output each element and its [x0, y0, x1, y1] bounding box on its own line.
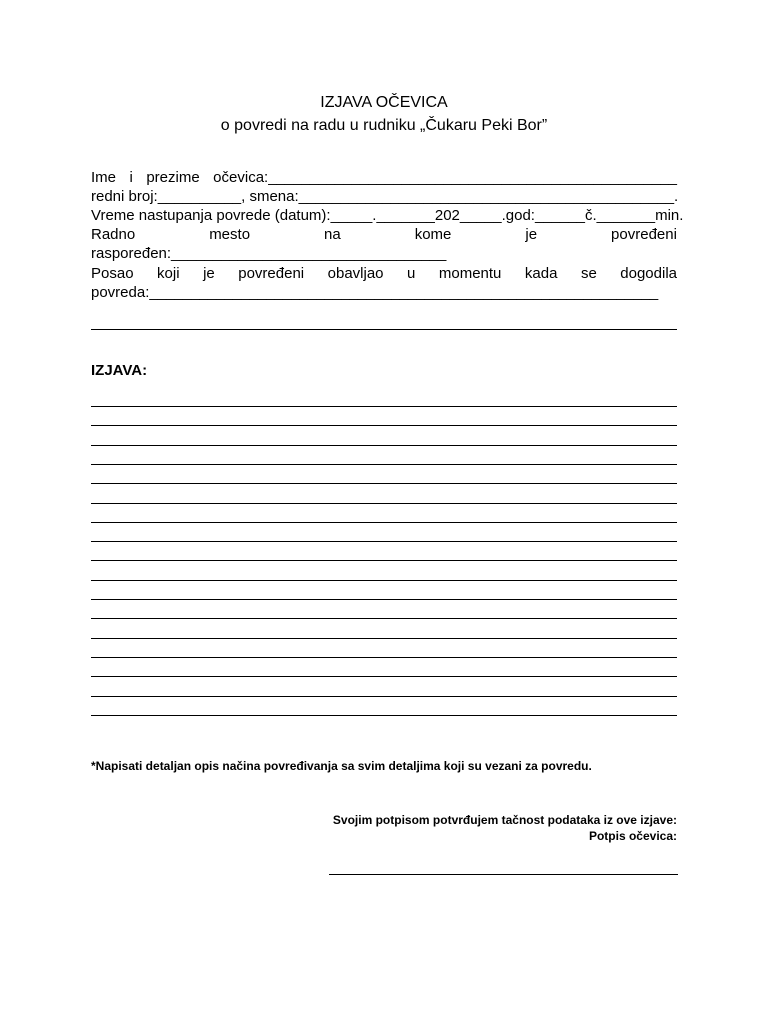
statement-line[interactable] [91, 541, 677, 542]
word: prezime [146, 169, 200, 186]
statement-line[interactable] [91, 464, 677, 465]
word: obavljao [327, 265, 384, 282]
statement-line[interactable] [91, 638, 677, 639]
word: momentu [438, 265, 502, 282]
statement-line[interactable] [91, 503, 677, 504]
assigned-field[interactable]: raspoređen:_________________________________ [91, 245, 447, 262]
statement-heading: IZJAVA: [91, 362, 148, 379]
injury-field[interactable]: povreda:_____________________________________________________________ [91, 284, 659, 301]
word: Posao [91, 265, 134, 282]
document-subtitle: o povredi na radu u rudniku „Čukaru Peki Bor” [220, 117, 548, 134]
statement-line[interactable] [91, 445, 677, 446]
statement-line[interactable] [91, 599, 677, 600]
statement-line[interactable] [91, 522, 677, 523]
statement-line[interactable] [91, 425, 677, 426]
word: u [407, 265, 416, 282]
word: mesto [209, 226, 251, 243]
workplace-line [91, 225, 677, 244]
signature-line[interactable] [329, 874, 678, 875]
signature-label: Potpis očevica: [588, 829, 677, 843]
word: povređeni [611, 226, 677, 243]
document-title: IZJAVA OČEVICA [320, 94, 448, 111]
word: dogodila [620, 265, 677, 282]
witness-name-line [91, 168, 677, 187]
word: kada [524, 265, 558, 282]
word: i [129, 169, 133, 186]
injury-time-line[interactable]: Vreme nastupanja povrede (datum):_____._______202_____.god:______č._______min. [91, 207, 684, 224]
statement-line[interactable] [91, 696, 677, 697]
witness-name-field[interactable]: očevica:_________________________________________________ [213, 169, 677, 186]
word: povređeni [238, 265, 305, 282]
word: kome [414, 226, 452, 243]
statement-line[interactable] [91, 676, 677, 677]
statement-line[interactable] [91, 715, 677, 716]
statement-line[interactable] [91, 406, 677, 407]
statement-line[interactable] [91, 580, 677, 581]
signature-confirm-text: Svojim potpisom potvrđujem tačnost podataka iz ove izjave: [332, 813, 677, 827]
word: na [324, 226, 341, 243]
blank-rule[interactable] [91, 329, 677, 330]
word: koji [157, 265, 180, 282]
word: Radno [91, 226, 136, 243]
statement-line[interactable] [91, 618, 677, 619]
instruction-note: *Napisati detaljan opis načina povređivanja sa svim detaljima koji su vezani za povredu. [91, 759, 592, 773]
word: je [203, 265, 215, 282]
statement-line[interactable] [91, 657, 677, 658]
statement-line[interactable] [91, 483, 677, 484]
ordinal-shift-line[interactable]: redni broj:__________, smena:_____________________________________________. [91, 188, 679, 205]
word: Ime [91, 169, 117, 186]
word: je [525, 226, 538, 243]
statement-line[interactable] [91, 560, 677, 561]
word: se [580, 265, 597, 282]
job-line [91, 264, 677, 283]
